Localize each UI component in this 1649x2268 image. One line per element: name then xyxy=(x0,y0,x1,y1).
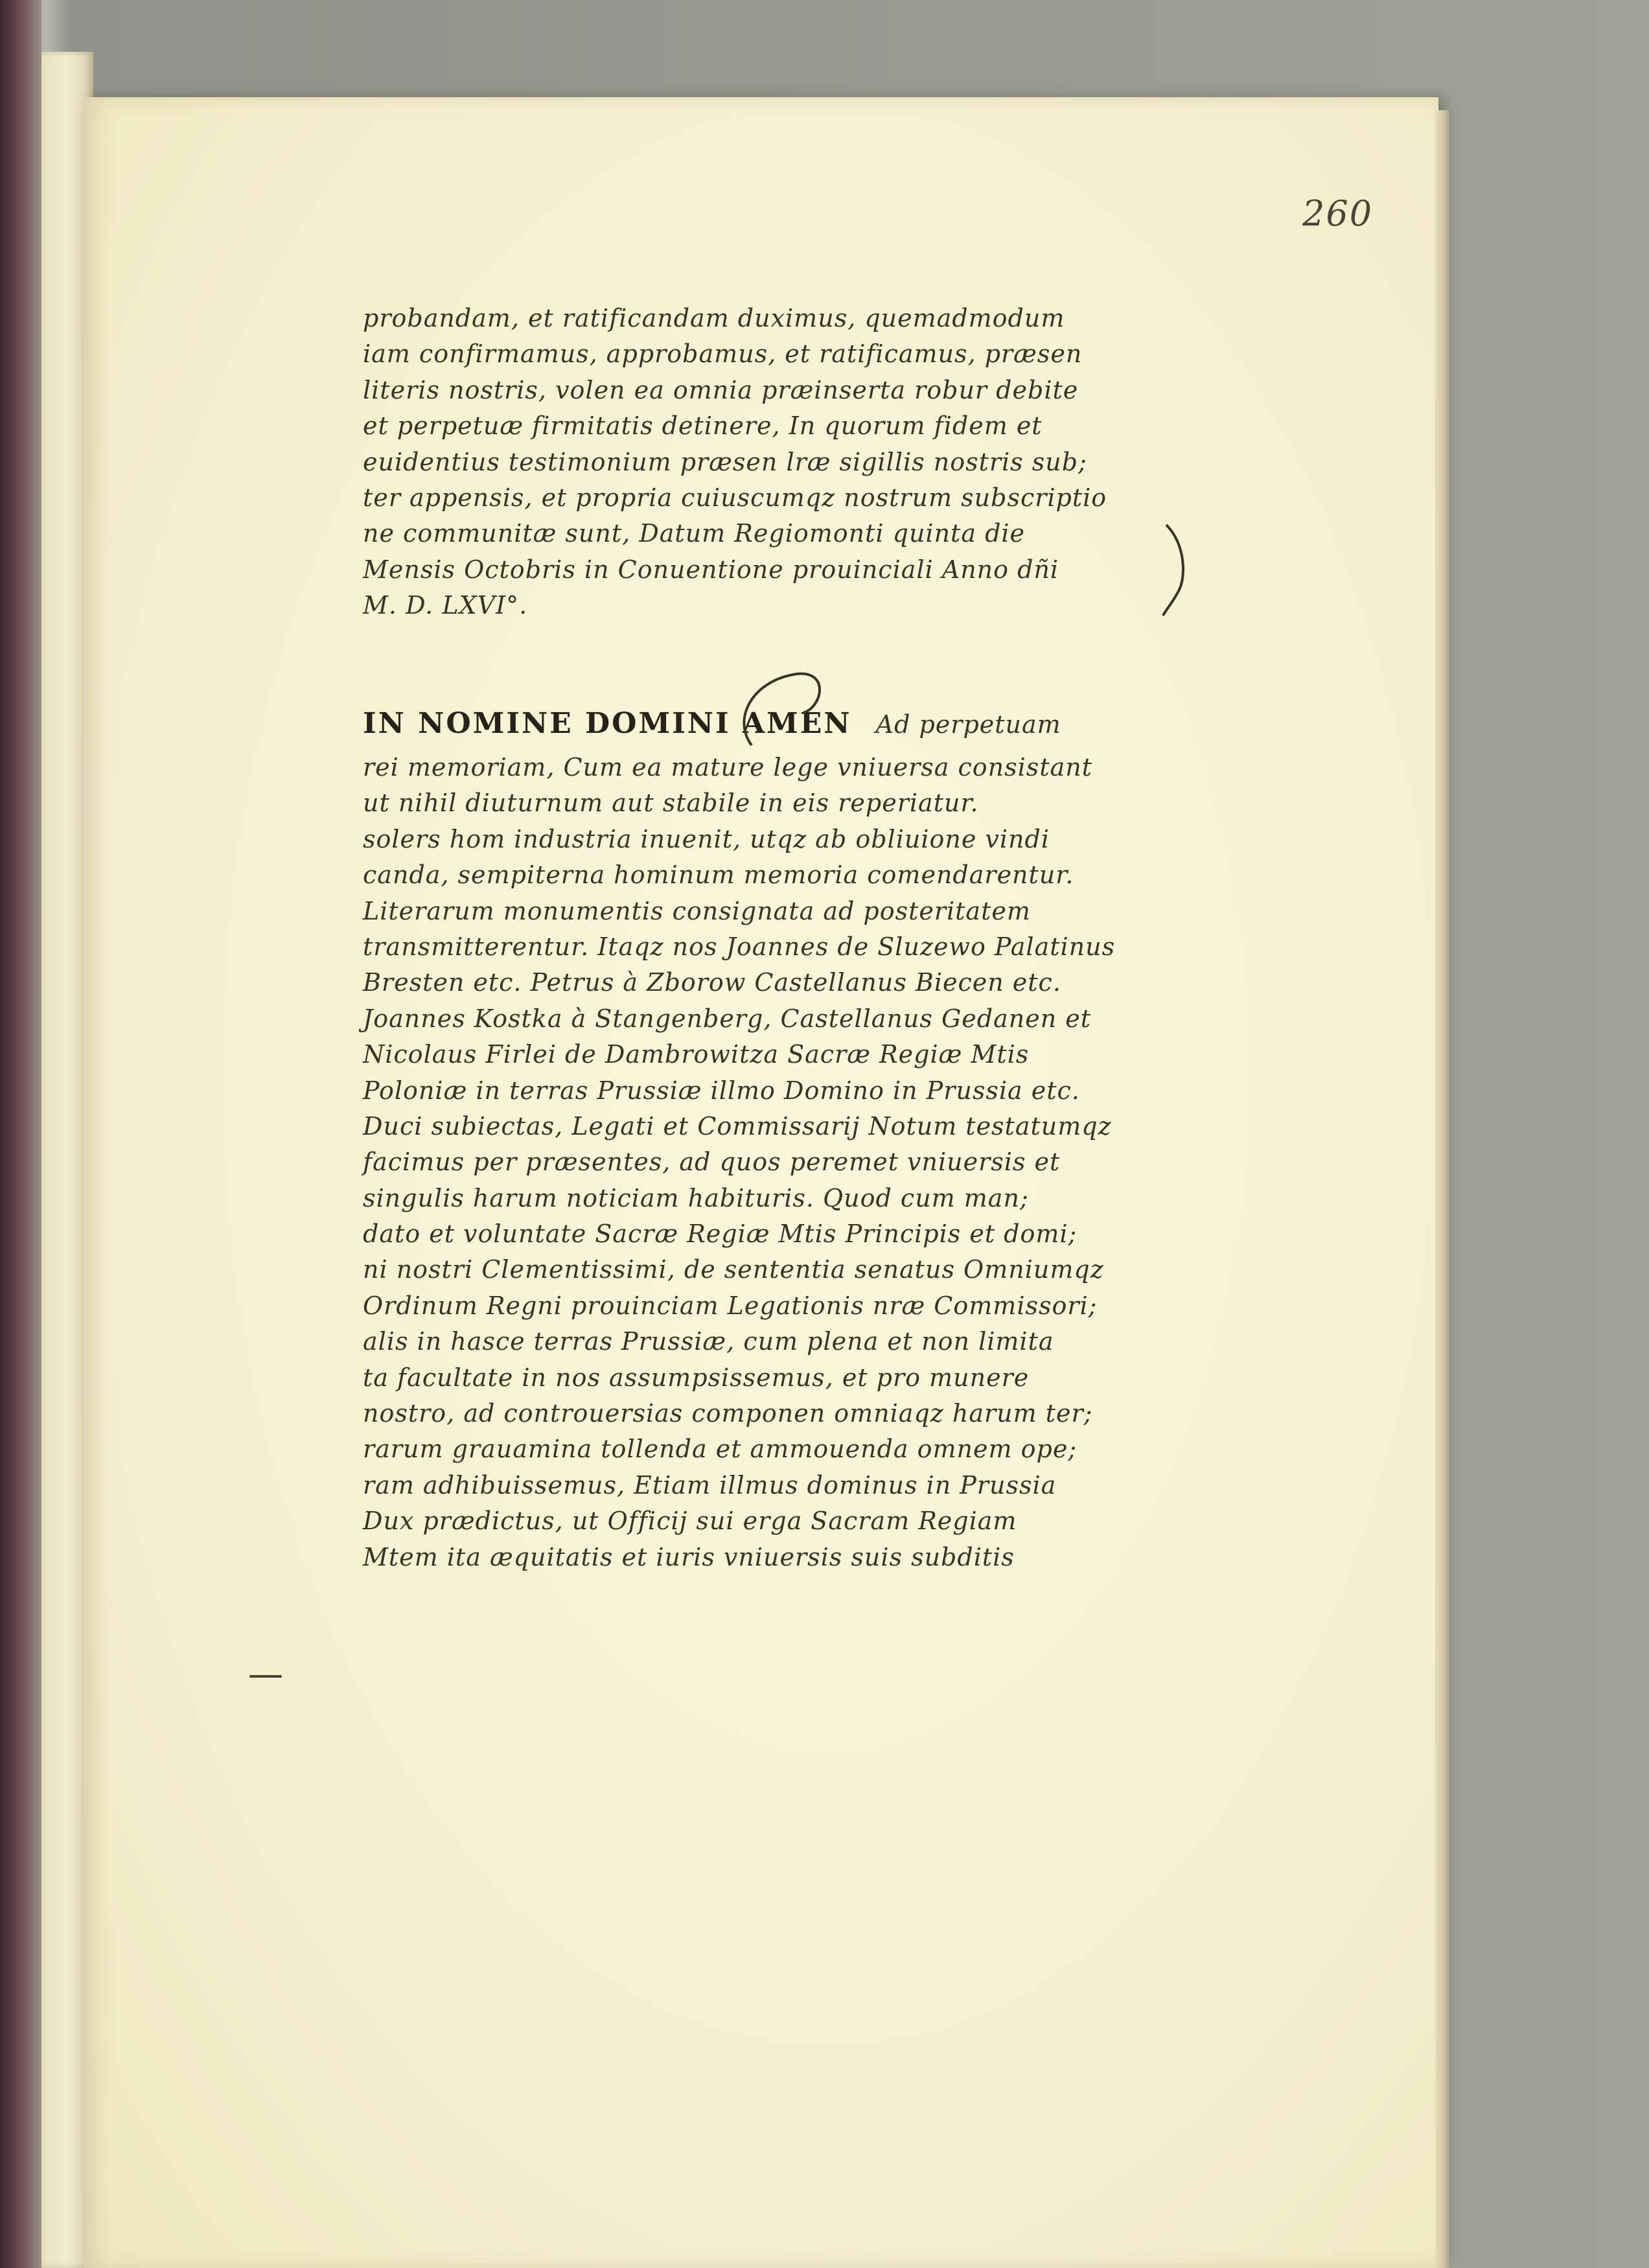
text-line: ni nostri Clementissimi, de sententia senatus Omniumqz xyxy=(363,1255,1104,1284)
text-block-1 xyxy=(363,306,1179,629)
text-line: Duci subiectas, Legati et Commissarij Notum testatumqz xyxy=(363,1111,1112,1140)
text-line: Nicolaus Firlei de Dambrowitza Sacræ Regiæ Mtis xyxy=(363,1040,1030,1069)
text-line: Ordinum Regni prouinciam Legationis nræ Commissori; xyxy=(363,1291,1098,1320)
text-line: solers hom industria inuenit, utqz ab obliuione vindi xyxy=(363,824,1050,853)
text-line: Mtem ita æquitatis et iuris vniuersis suis subditis xyxy=(363,1542,1015,1571)
page-edge xyxy=(1435,110,1449,2268)
text-line: Joannes Kostka à Stangenberg, Castellanus Gedanen et xyxy=(363,1004,1092,1033)
text-line: alis in hasce terras Prussiæ, cum plena et non limita xyxy=(363,1327,1054,1356)
text-line: M. D. LXVI°. xyxy=(363,591,528,620)
text-line: transmitterentur. Itaqz nos Joannes de Sluzewo Palatinus xyxy=(363,932,1116,961)
book-binding xyxy=(0,0,41,2268)
text-line: dato et voluntate Sacræ Regiæ Mtis Principis et domi; xyxy=(363,1220,1078,1249)
text-line: rei memoriam, Cum ea mature lege vniuersa consistant xyxy=(363,753,1092,781)
text-line: Literarum monumentis consignata ad posteritatem xyxy=(363,896,1031,925)
text-line: probandam, et ratificandam duximus, quemadmodum xyxy=(363,304,1065,332)
text-line: iam confirmamus, approbamus, et ratificamus, præsen xyxy=(363,340,1083,369)
heading-continuation: Ad perpetuam xyxy=(875,710,1061,739)
pen-flourish xyxy=(726,667,842,758)
text-line: Mensis Octobris in Conuentione prouinciali Anno dñi xyxy=(363,555,1059,584)
text-line: canda, sempiterna hominum memoria comendarentur. xyxy=(363,861,1074,890)
folio-number: 260 xyxy=(1302,193,1374,234)
text-line: Bresten etc. Petrus à Zborow Castellanus Biecen etc. xyxy=(363,968,1061,997)
text-line: rarum grauamina tollenda et ammouenda omnem ope; xyxy=(363,1435,1078,1464)
invocation-heading: IN NOMINE DOMINI AMEN xyxy=(363,707,852,740)
text-line: et perpetuæ firmitatis detinere, In quorum fidem et xyxy=(363,411,1043,441)
margin-dash-mark xyxy=(249,1675,282,1678)
text-line: ter appensis, et propria cuiuscumqz nostrum subscriptio xyxy=(363,483,1107,512)
text-line: literis nostris, volen ea omnia præinserta robur debite xyxy=(363,375,1079,404)
text-line: ram adhibuissemus, Etiam illmus dominus in Prussia xyxy=(363,1470,1057,1499)
margin-bracket xyxy=(1160,518,1199,622)
text-line: ut nihil diuturnum aut stabile in eis reperiatur. xyxy=(363,789,979,818)
text-line: Dux prædictus, ut Officij sui erga Sacram Regiam xyxy=(363,1507,1017,1536)
text-block-2 xyxy=(363,707,1179,1580)
text-line: nostro, ad controuersias componen omniaqz harum ter; xyxy=(363,1399,1093,1428)
text-line: ta facultate in nos assumpsissemus, et pro munere xyxy=(363,1363,1030,1392)
text-line: facimus per præsentes, ad quos peremet vniuersis et xyxy=(363,1148,1061,1177)
text-line: singulis harum noticiam habituris. Quod cum man; xyxy=(363,1183,1029,1212)
text-line: ne communitæ sunt, Datum Regiomonti quinta die xyxy=(363,519,1026,548)
text-line: Poloniæ in terras Prussiæ illmo Domino in Prussia etc. xyxy=(363,1076,1080,1105)
text-line: euidentius testimonium præsen lræ sigillis nostris sub; xyxy=(363,447,1087,476)
